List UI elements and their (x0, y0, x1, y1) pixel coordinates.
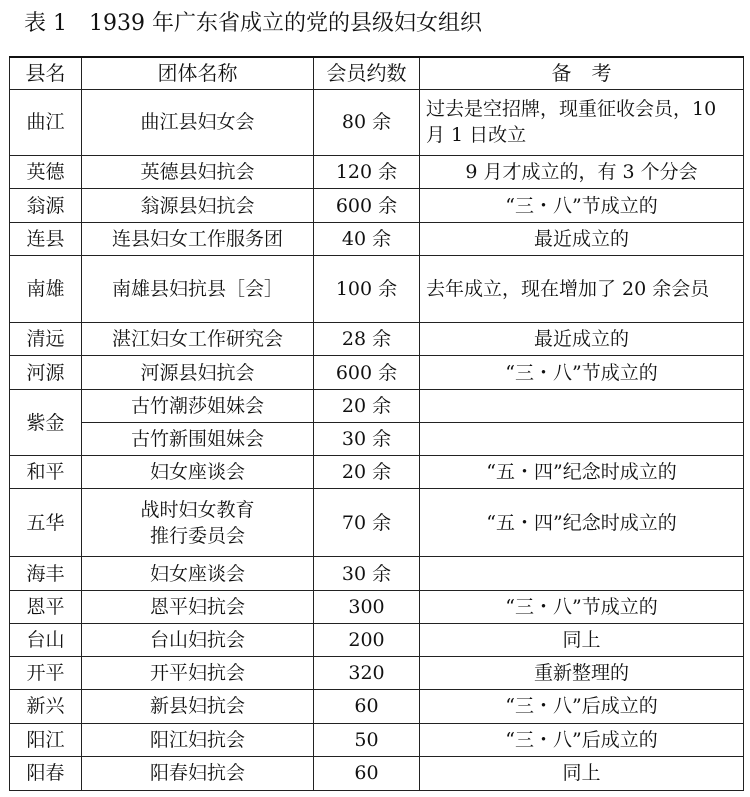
county-cell: 连县 (10, 223, 82, 256)
org-cell: 湛江妇女工作研究会 (82, 323, 314, 356)
county-cell: 曲江 (10, 89, 82, 156)
table-row (10, 156, 744, 189)
notes-cell: 去年成立，现在增加了 20 余会员 (420, 256, 744, 323)
members-cell: 40 余 (314, 223, 420, 256)
table-row (10, 591, 744, 624)
org-cell: 古竹新围姐妹会 (82, 423, 314, 456)
table-row (10, 456, 744, 489)
table-row (10, 656, 744, 689)
table-row (10, 323, 744, 356)
members-cell: 300 (314, 591, 420, 624)
members-cell: 60 (314, 756, 420, 790)
members-cell: 30 余 (314, 557, 420, 591)
notes-cell: 重新整理的 (420, 656, 744, 689)
notes-cell: “五・四”纪念时成立的 (420, 456, 744, 489)
org-cell: 阳江妇抗会 (82, 723, 314, 756)
table-row (10, 423, 744, 456)
table-row (10, 223, 744, 256)
members-cell: 600 余 (314, 189, 420, 223)
notes-cell (420, 390, 744, 423)
org-cell: 台山妇抗会 (82, 624, 314, 657)
notes-cell: “三・八”节成立的 (420, 356, 744, 390)
table-row (10, 189, 744, 223)
county-cell: 翁源 (10, 189, 82, 223)
members-cell: 50 (314, 723, 420, 756)
org-cell: 战时妇女教育推行委员会 (82, 489, 314, 557)
notes-cell: “三・八”后成立的 (420, 689, 744, 723)
org-cell: 翁源县妇抗会 (82, 189, 314, 223)
org-cell: 恩平妇抗会 (82, 591, 314, 624)
org-cell: 河源县妇抗会 (82, 356, 314, 390)
county-cell: 开平 (10, 656, 82, 689)
county-cell: 台山 (10, 624, 82, 657)
header-row (10, 57, 744, 89)
table-number: 表 1 (24, 11, 67, 36)
members-cell: 28 余 (314, 323, 420, 356)
members-cell: 30 余 (314, 423, 420, 456)
notes-cell: 同上 (420, 756, 744, 790)
notes-cell (420, 423, 744, 456)
members-cell: 80 余 (314, 89, 420, 156)
county-cell: 清远 (10, 323, 82, 356)
county-cell: 阳春 (10, 756, 82, 790)
members-cell: 200 (314, 624, 420, 657)
notes-cell: 9 月才成立的，有 3 个分会 (420, 156, 744, 189)
org-cell: 妇女座谈会 (82, 557, 314, 591)
table-row (10, 689, 744, 723)
notes-cell: “三・八”后成立的 (420, 723, 744, 756)
members-cell: 60 (314, 689, 420, 723)
county-cell: 阳江 (10, 723, 82, 756)
members-cell: 100 余 (314, 256, 420, 323)
county-cell: 恩平 (10, 591, 82, 624)
table-row (10, 89, 744, 156)
org-cell: 妇女座谈会 (82, 456, 314, 489)
county-cell: 海丰 (10, 557, 82, 591)
header-org-name: 团体名称 (82, 57, 314, 89)
org-cell: 曲江县妇女会 (82, 89, 314, 156)
header-county: 县名 (10, 57, 82, 89)
members-cell: 600 余 (314, 356, 420, 390)
table-title: 1939 年广东省成立的党的县级妇女组织 (89, 11, 482, 36)
county-cell: 紫金 (10, 390, 82, 456)
county-cell: 新兴 (10, 689, 82, 723)
notes-cell (420, 557, 744, 591)
members-cell: 120 余 (314, 156, 420, 189)
members-cell: 20 余 (314, 390, 420, 423)
county-cell: 南雄 (10, 256, 82, 323)
members-cell: 20 余 (314, 456, 420, 489)
county-cell: 英德 (10, 156, 82, 189)
notes-cell: 最近成立的 (420, 323, 744, 356)
org-cell: 南雄县妇抗县［会］ (82, 256, 314, 323)
org-cell: 开平妇抗会 (82, 656, 314, 689)
table-row (10, 557, 744, 591)
table-row (10, 256, 744, 323)
county-cell: 河源 (10, 356, 82, 390)
women-organizations-table (9, 56, 744, 791)
notes-cell: 过去是空招牌，现重征收会员，10 月 1 日改立 (420, 89, 744, 156)
table-row (10, 723, 744, 756)
table-row (10, 756, 744, 790)
table-row (10, 624, 744, 657)
notes-cell: 同上 (420, 624, 744, 657)
table-row (10, 390, 744, 423)
notes-cell: 最近成立的 (420, 223, 744, 256)
notes-cell: “三・八”节成立的 (420, 591, 744, 624)
county-cell: 五华 (10, 489, 82, 557)
org-cell: 英德县妇抗会 (82, 156, 314, 189)
org-cell: 古竹潮莎姐妹会 (82, 390, 314, 423)
header-notes: 备 考 (420, 57, 744, 89)
notes-cell: “三・八”节成立的 (420, 189, 744, 223)
members-cell: 70 余 (314, 489, 420, 557)
county-cell: 和平 (10, 456, 82, 489)
notes-cell: “五・四”纪念时成立的 (420, 489, 744, 557)
org-cell: 阳春妇抗会 (82, 756, 314, 790)
table-row (10, 356, 744, 390)
header-member-count: 会员约数 (314, 57, 420, 89)
table-row (10, 489, 744, 557)
table-caption (18, 4, 482, 44)
org-cell: 新县妇抗会 (82, 689, 314, 723)
members-cell: 320 (314, 656, 420, 689)
org-cell: 连县妇女工作服务团 (82, 223, 314, 256)
